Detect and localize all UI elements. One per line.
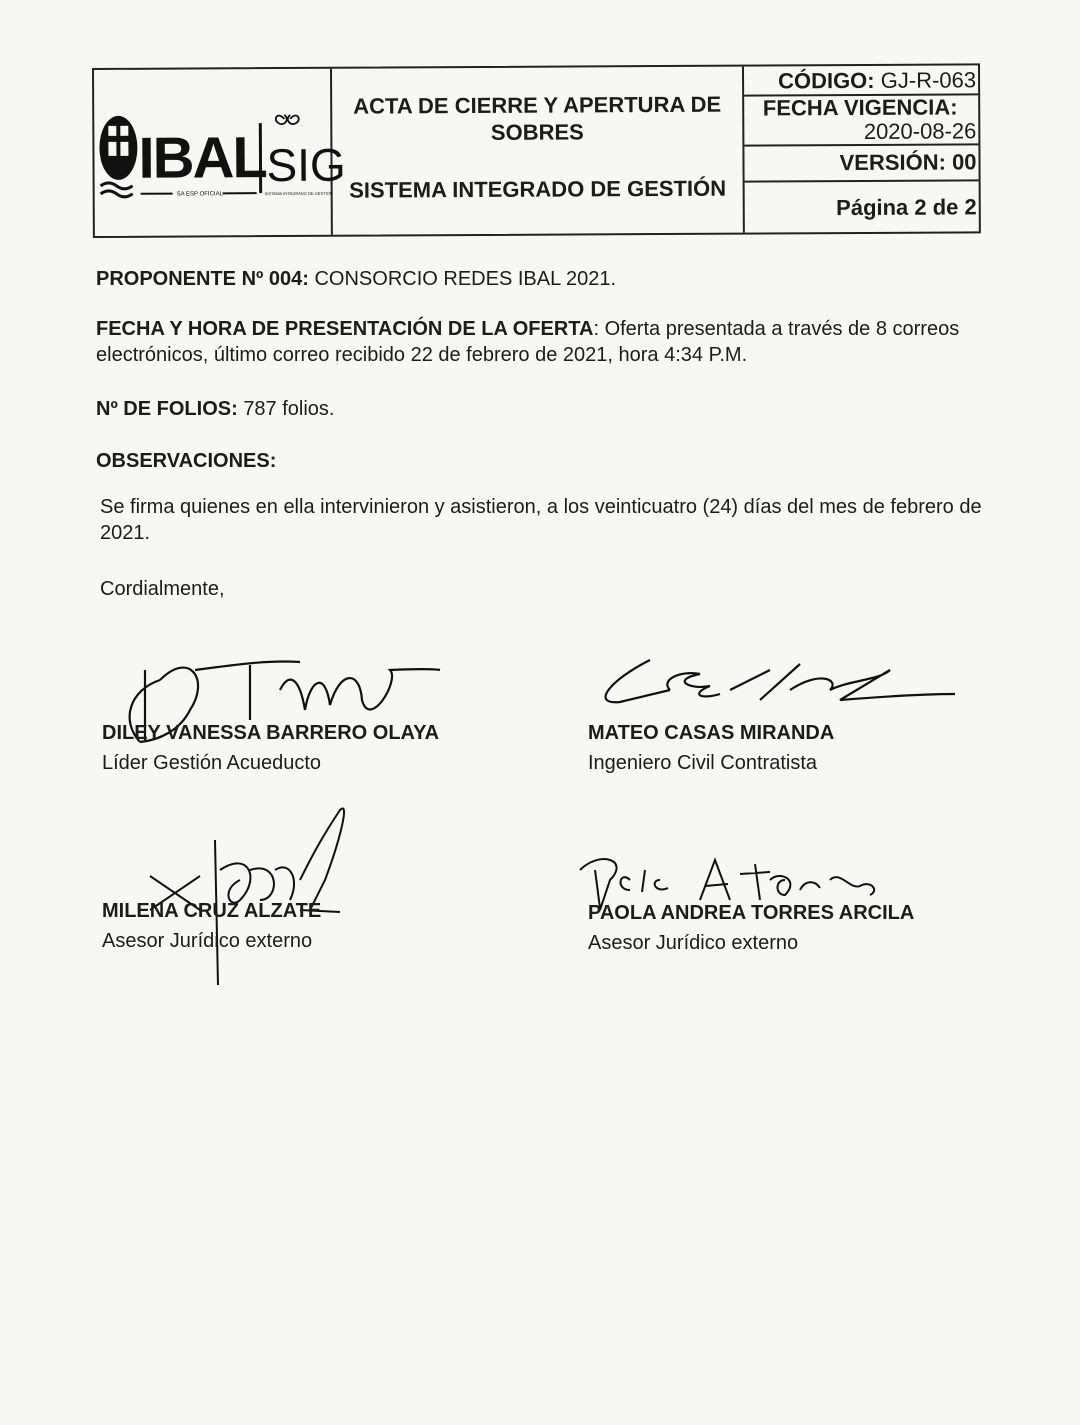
folios-label: Nº DE FOLIOS:: [96, 398, 238, 420]
logo-cell: [94, 69, 346, 236]
proponente-value: CONSORCIO REDES IBAL 2021.: [314, 268, 617, 290]
signer-name: MILENA CRUZ ALZATE: [102, 900, 322, 922]
logo-ibal-text: IBAL: [138, 125, 266, 191]
signature-block-4: [588, 898, 914, 958]
title-cell: [332, 67, 745, 235]
pagina-row: [745, 181, 979, 234]
document-header-table: [92, 63, 981, 238]
meta-cell: [744, 65, 979, 232]
logo-sig-text: SIG: [266, 138, 346, 192]
signature-block-2: [588, 718, 834, 778]
ibal-emblem-icon: [99, 116, 137, 197]
signer-name: DILEY VANESSA BARRERO OLAYA: [102, 722, 440, 744]
ibal-sig-logo: [96, 89, 346, 220]
signature-block-3: [102, 896, 321, 956]
fecha-vigencia-label: FECHA VIGENCIA:: [762, 94, 958, 121]
fecha-presentacion-paragraph: [96, 316, 986, 368]
fecha-vigencia-row: [744, 95, 978, 146]
observaciones-label: OBSERVACIONES:: [96, 450, 277, 472]
signature-block-1: [102, 718, 439, 778]
fecha-vigencia-value: 2020-08-26: [863, 118, 977, 144]
closing-text: Cordialmente,: [100, 578, 225, 600]
signer-name: MATEO CASAS MIRANDA: [588, 722, 835, 744]
fecha-presentacion-value: : Oferta presentada a través de 8 correos electrónicos, último correo recibido 22 de febrero de 2021, hora 4:34 P.M.: [96, 318, 960, 366]
logo-sig-subtitle: SISTEMA INTEGRADO DE GESTIÓN: [264, 190, 333, 197]
proponente-label: PROPONENTE Nº 004:: [96, 268, 309, 290]
signer-role: Líder Gestión Acueducto: [102, 752, 322, 774]
pagina-label: Página 2 de 2: [836, 194, 977, 221]
signer-role: Asesor Jurídico externo: [588, 932, 799, 954]
codigo-value: GJ-R-063: [880, 67, 977, 93]
firma-paragraph: Se firma quienes en ella intervinieron y asistieron, a los veinticuatro (24) días del mes de febrero de 2021.: [100, 496, 982, 544]
signer-role: Asesor Jurídico externo: [102, 930, 313, 952]
version-label: VERSIÓN: 00: [839, 149, 977, 176]
folios-line: [96, 396, 986, 422]
codigo-row: [744, 65, 978, 96]
proponente-line: [96, 266, 986, 292]
signature-drawing-3: [140, 800, 360, 990]
system-title: SISTEMA INTEGRADO DE GESTIÓN: [349, 175, 727, 203]
version-row: [744, 145, 978, 182]
infinity-icon: [276, 115, 299, 124]
document-title: ACTA DE CIERRE Y APERTURA DE SOBRES: [353, 91, 722, 145]
folios-value: 787 folios.: [243, 398, 335, 420]
signer-role: Ingeniero Civil Contratista: [588, 752, 817, 774]
signer-name: PAOLA ANDREA TORRES ARCILA: [588, 902, 915, 924]
codigo-label: CÓDIGO:: [777, 67, 875, 94]
fecha-presentacion-label: FECHA Y HORA DE PRESENTACIÓN DE LA OFERTA: [96, 318, 594, 340]
logo-subtitle: SA ESP OFICIAL: [176, 191, 223, 198]
